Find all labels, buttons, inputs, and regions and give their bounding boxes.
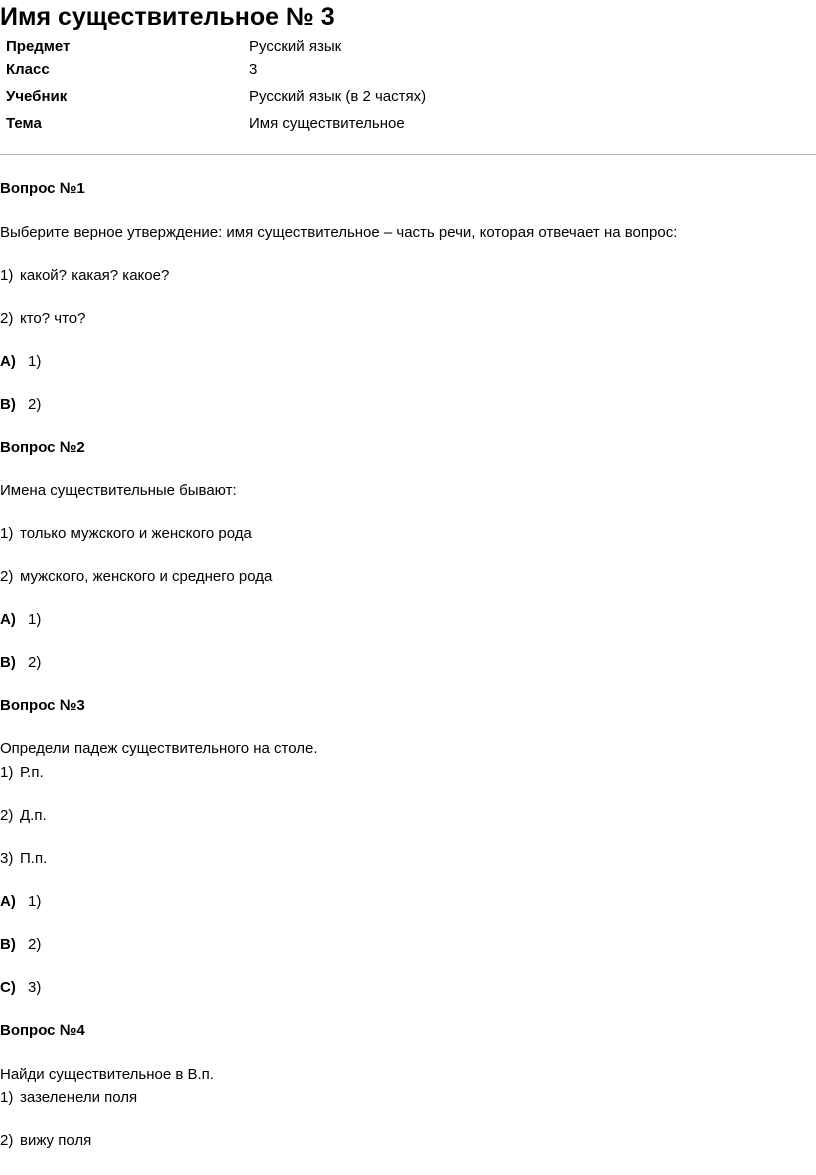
question-text: Имена существительные бывают:: [0, 482, 237, 499]
option-item: [0, 805, 47, 827]
question-heading: Вопрос №4: [0, 1022, 85, 1039]
header-divider: [0, 154, 816, 155]
option-text: только мужского и женского рода: [20, 525, 252, 542]
option-text: зазеленели поля: [20, 1089, 138, 1106]
option-text: Д.п.: [20, 807, 47, 824]
question-heading: Вопрос №1: [0, 180, 85, 197]
option-item: [0, 566, 272, 588]
option-number: 2): [0, 310, 14, 327]
answer-choice[interactable]: [0, 652, 41, 674]
question-heading: Вопрос №3: [0, 697, 85, 714]
answer-choice[interactable]: [0, 351, 41, 373]
option-number: 3): [0, 850, 14, 867]
answer-letter: B): [0, 936, 16, 953]
meta-value: Имя существительное: [249, 115, 405, 132]
meta-label: Класс: [6, 61, 50, 78]
answer-text: 1): [28, 611, 42, 628]
answer-choice[interactable]: [0, 977, 41, 999]
option-text: П.п.: [20, 850, 48, 867]
meta-label: Предмет: [6, 38, 71, 55]
option-number: 2): [0, 568, 14, 585]
option-number: 2): [0, 1132, 14, 1149]
option-number: 1): [0, 525, 14, 542]
option-item: [0, 1130, 91, 1152]
option-item: [0, 523, 252, 545]
option-item: [0, 265, 169, 287]
answer-letter: A): [0, 611, 16, 628]
option-item: [0, 762, 44, 784]
meta-value: Русский язык (в 2 частях): [249, 88, 427, 105]
option-item: [0, 848, 47, 870]
answer-text: 2): [28, 654, 42, 671]
answer-text: 1): [28, 353, 42, 370]
option-number: 1): [0, 764, 14, 781]
option-text: вижу поля: [20, 1132, 92, 1149]
answer-choice[interactable]: [0, 934, 41, 956]
question-text: Найди существительное в В.п.: [0, 1066, 214, 1083]
answer-text: 2): [28, 396, 42, 413]
option-number: 2): [0, 807, 14, 824]
answer-letter: A): [0, 353, 16, 370]
meta-row-subject: [0, 36, 816, 58]
option-number: 1): [0, 1089, 14, 1106]
answer-letter: B): [0, 654, 16, 671]
question-text: Выберите верное утверждение: имя существительное – часть речи, которая отвечает на вопрос:: [0, 224, 678, 241]
option-number: 1): [0, 267, 14, 284]
question-text: Определи падеж существительного на столе.: [0, 740, 318, 757]
document-title: Имя существительное № 3: [0, 3, 335, 31]
meta-label: Учебник: [6, 88, 68, 105]
answer-choice[interactable]: [0, 609, 41, 631]
option-text: кто? что?: [20, 310, 86, 327]
answer-text: 2): [28, 936, 42, 953]
meta-row-topic: [0, 113, 816, 135]
answer-choice[interactable]: [0, 394, 41, 416]
answer-choice[interactable]: [0, 891, 41, 913]
answer-letter: C): [0, 979, 16, 996]
meta-row-textbook: [0, 86, 816, 108]
meta-value: Русский язык: [249, 38, 342, 55]
option-item: [0, 1087, 137, 1109]
answer-letter: A): [0, 893, 16, 910]
option-item: [0, 308, 86, 330]
meta-row-grade: [0, 59, 816, 81]
meta-value: 3: [249, 61, 258, 78]
option-text: какой? какая? какое?: [20, 267, 170, 284]
answer-text: 3): [28, 979, 42, 996]
option-text: Р.п.: [20, 764, 44, 781]
option-text: мужского, женского и среднего рода: [20, 568, 273, 585]
answer-text: 1): [28, 893, 42, 910]
meta-label: Тема: [6, 115, 42, 132]
answer-letter: B): [0, 396, 16, 413]
question-heading: Вопрос №2: [0, 439, 85, 456]
